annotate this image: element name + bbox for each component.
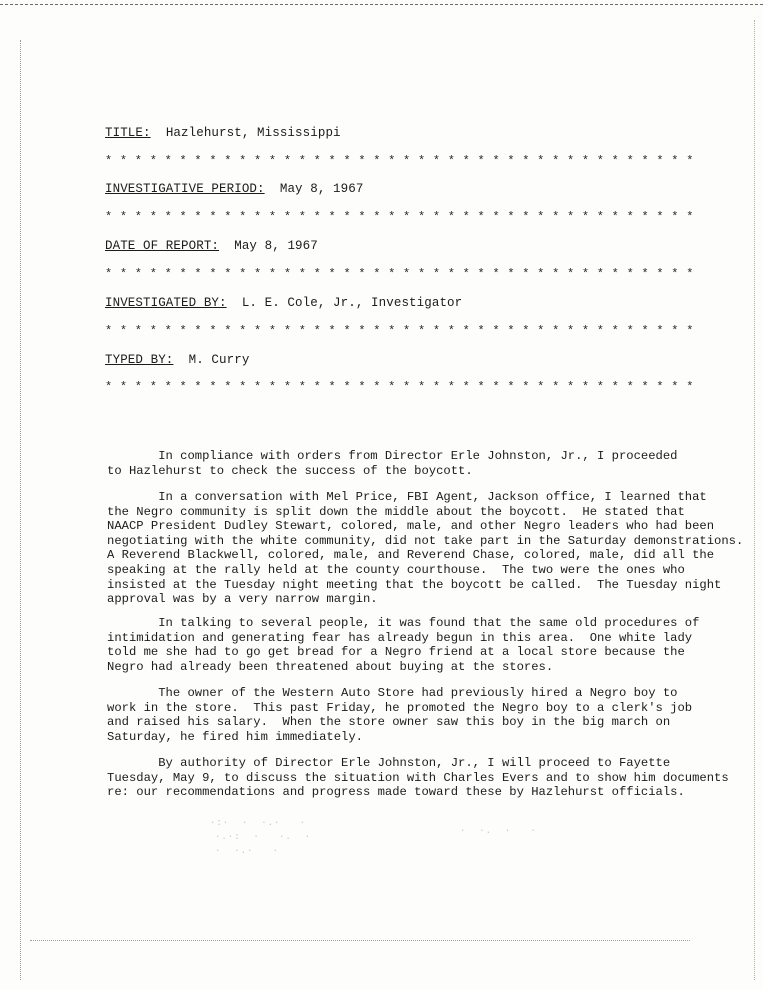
report-date-label: DATE OF REPORT:: [105, 239, 220, 253]
body-paragraph-5: [107, 756, 732, 800]
investigator-row: [105, 296, 462, 310]
paragraph-text: In a conversation with Mel Price, FBI Agent, Jackson office, I learned that the Negro community is split down the middle about the boycott. He stated that NAACP President Dudley Stewart, colored, male, and other Negro leaders who had been negotiating with the white community, did not take part in the Saturday demonstrations. A Reverend Blackwell, colored, male, and Reverend Chase, colored, male, did all the speaking at the rally held at the county courthouse. The two were the ones who insisted at the Tuesday night meeting that the boycott be called. The Tuesday night approval was by a very narrow margin.: [107, 490, 744, 607]
bottom-border-line: [30, 940, 690, 941]
investigator-label: INVESTIGATED BY:: [105, 296, 227, 310]
typed-by-value: M. Curry: [188, 353, 250, 367]
paragraph-text: By authority of Director Erle Johnston, Jr., I will proceed to Fayette Tuesday, May 9, to discuss the situation with Charles Evers and to show him documents re: our recommendations and progress made toward these by Hazlehurst officials.: [107, 756, 729, 800]
body-paragraph-1: [107, 449, 732, 478]
star-divider-2: * * * * * * * * * * * * * * * * * * * * * * * * * * * * * * * * * * * * * * * *: [105, 210, 694, 224]
title-label: TITLE:: [105, 126, 151, 140]
body-paragraph-2: [107, 490, 744, 607]
report-date-value: May 8, 1967: [234, 239, 318, 253]
period-row: [105, 182, 363, 196]
paragraph-text: In compliance with orders from Director Erle Johnston, Jr., I proceeded to Hazlehurst to check the success of the boycott.: [107, 449, 678, 478]
title-row: [105, 126, 341, 140]
scan-smudge: ·.·: · ·. ·: [215, 832, 312, 842]
body-paragraph-3: [107, 616, 732, 674]
typed-by-row: [105, 353, 249, 367]
top-border-line: [0, 4, 763, 5]
body-paragraph-4: [107, 686, 732, 744]
scan-smudge: · ·.· ·: [215, 846, 280, 856]
scan-smudge: · ·. · ·: [460, 826, 537, 836]
scan-smudge: ·:· · ·.· ·: [210, 818, 307, 828]
period-label: INVESTIGATIVE PERIOD:: [105, 182, 265, 196]
star-divider-4: * * * * * * * * * * * * * * * * * * * * * * * * * * * * * * * * * * * * * * * *: [105, 324, 694, 338]
period-value: May 8, 1967: [279, 182, 364, 196]
star-divider-1: * * * * * * * * * * * * * * * * * * * * * * * * * * * * * * * * * * * * * * * *: [105, 154, 694, 168]
investigator-value: L. E. Cole, Jr., Investigator: [241, 296, 463, 310]
title-value: Hazlehurst, Mississippi: [165, 126, 341, 140]
typed-by-label: TYPED BY:: [105, 353, 174, 367]
paragraph-text: In talking to several people, it was found that the same old procedures of intimidation and generating fear has already begun in this area. One white lady told me she had to go get bread for a Negro friend at a local store because the Negro had already been threatened about buying at the stores.: [107, 616, 700, 674]
star-divider-3: * * * * * * * * * * * * * * * * * * * * * * * * * * * * * * * * * * * * * * * *: [105, 267, 694, 281]
paragraph-text: The owner of the Western Auto Store had previously hired a Negro boy to work in the store. This past Friday, he promoted the Negro boy to a clerk's job and raised his salary. When the store owner saw this boy in the big march on Saturday, he fired him immediately.: [107, 686, 693, 744]
right-margin-line: [754, 20, 755, 980]
report-date-row: [105, 239, 318, 253]
left-margin-line: [20, 40, 21, 980]
star-divider-5: * * * * * * * * * * * * * * * * * * * * * * * * * * * * * * * * * * * * * * * *: [105, 380, 694, 394]
